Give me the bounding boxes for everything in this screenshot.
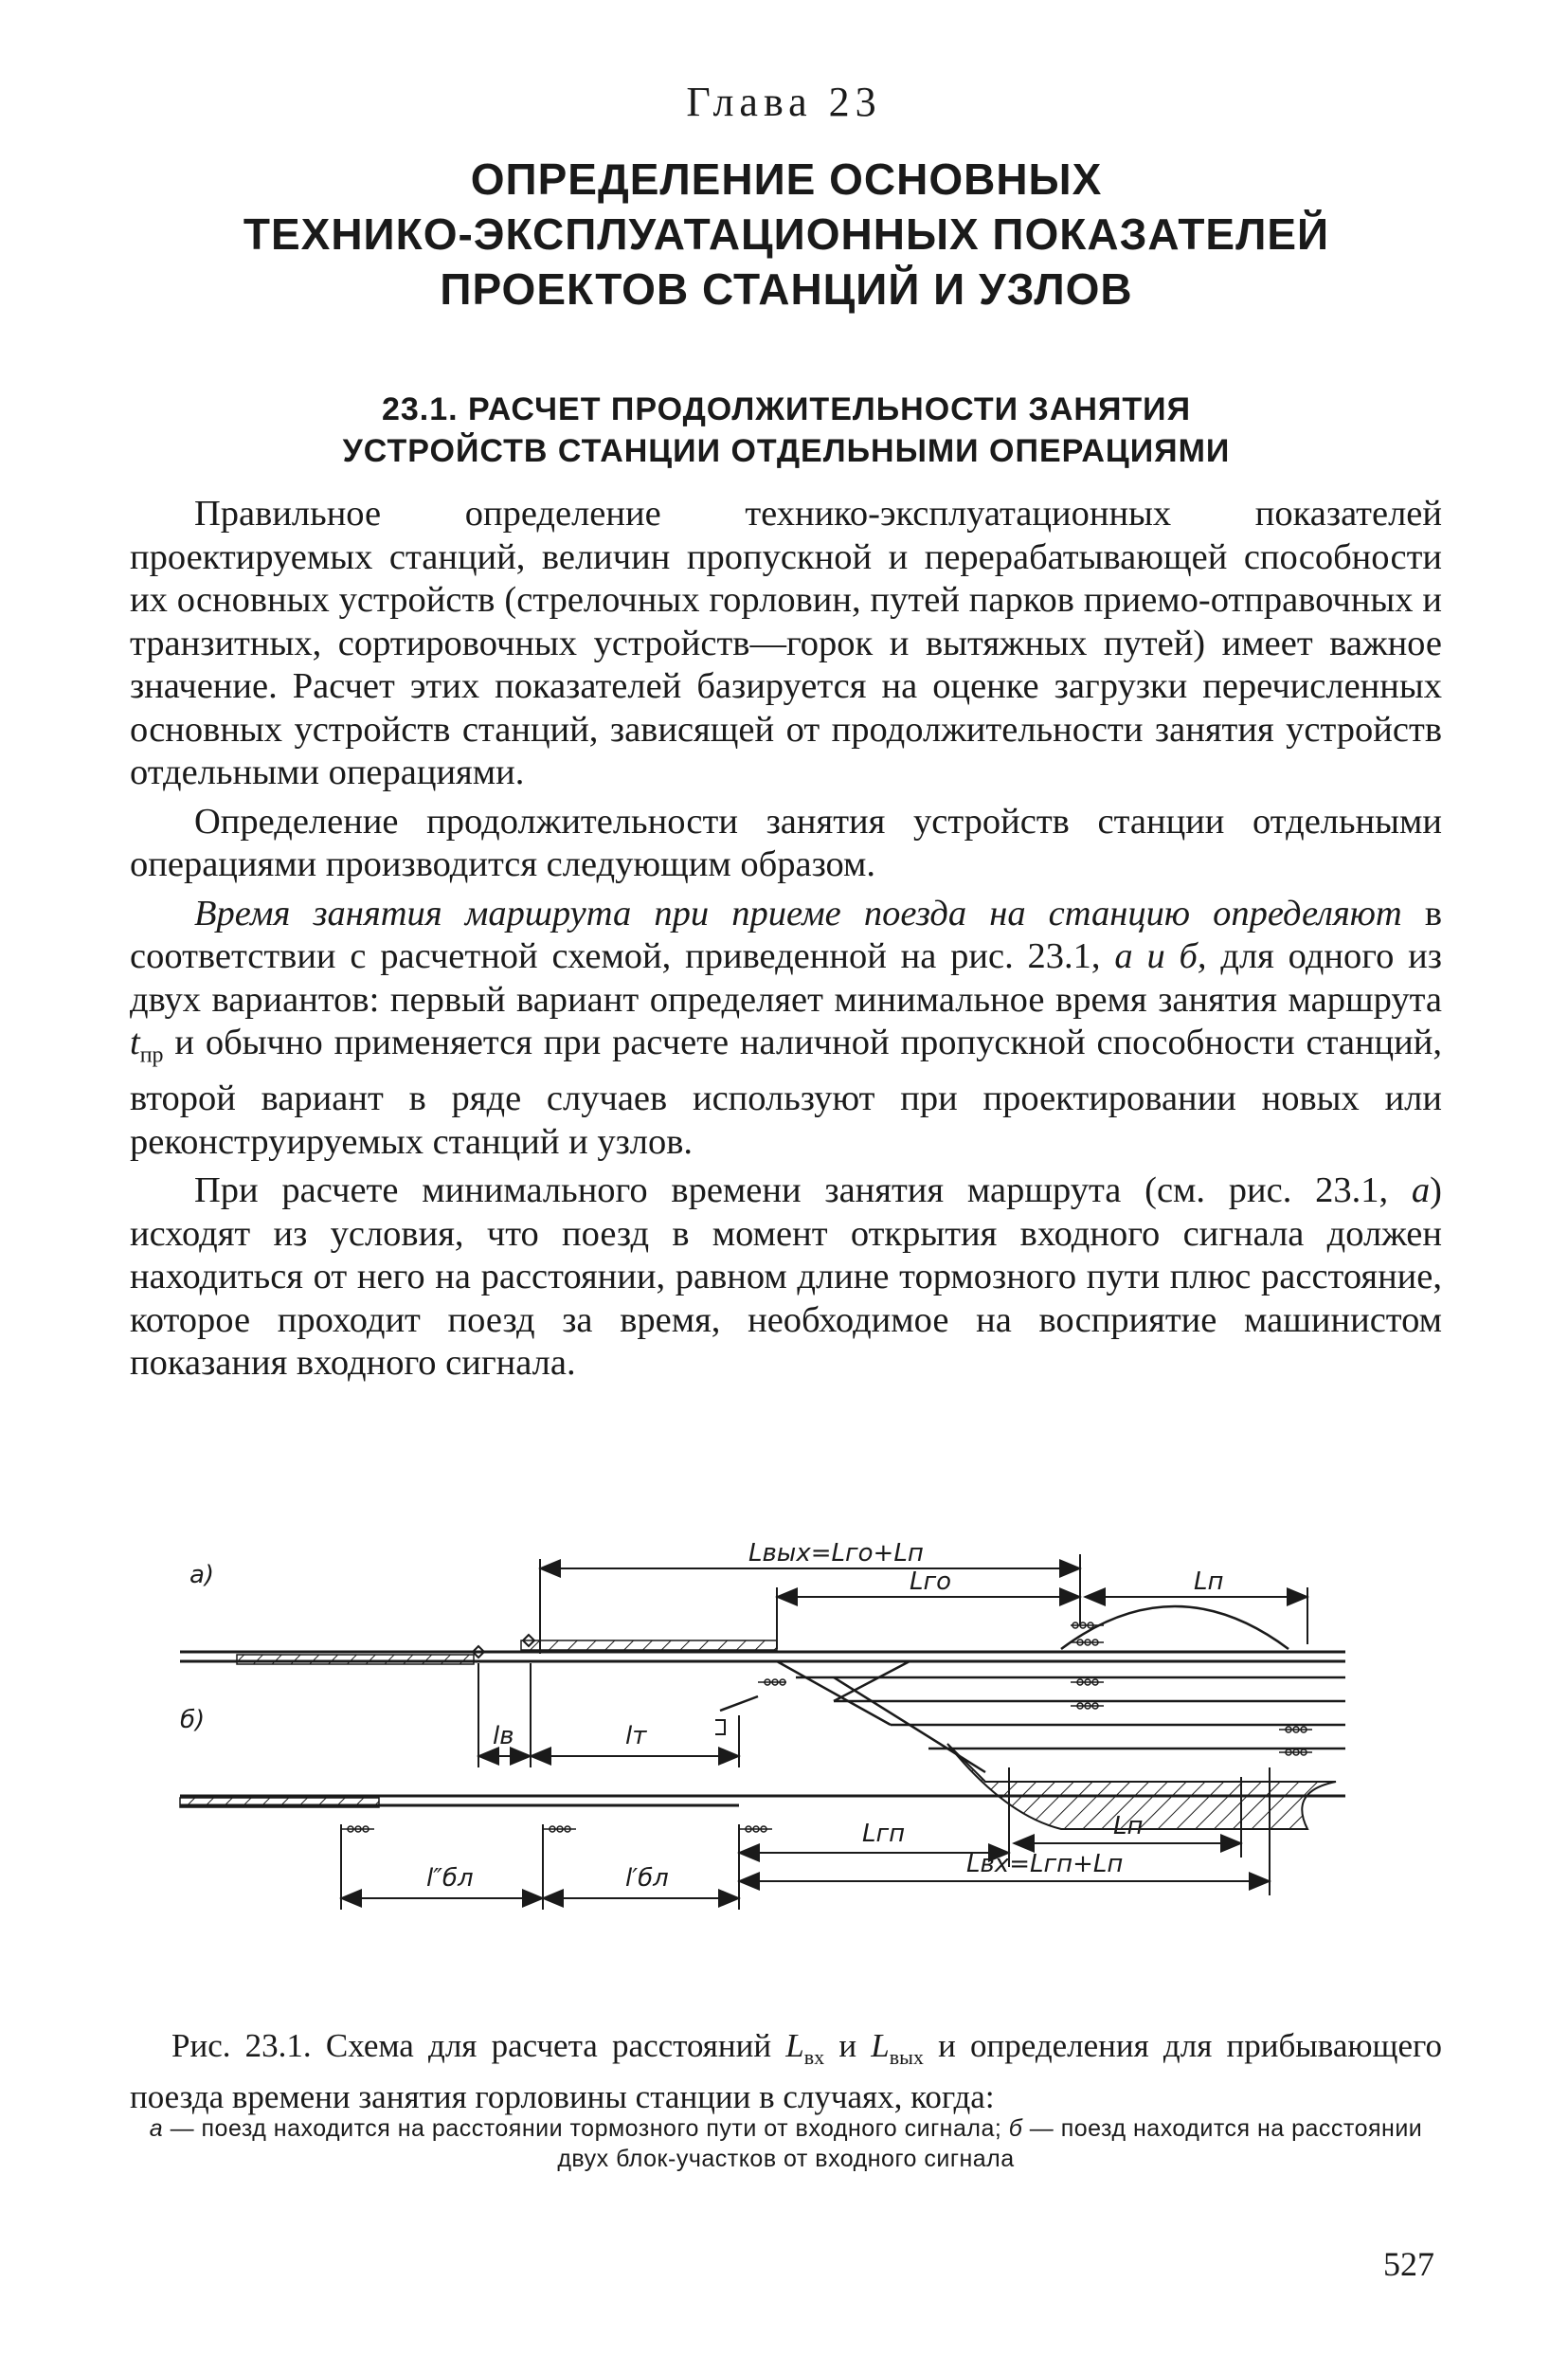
label-b: б)	[180, 1706, 206, 1734]
chapter-heading: Глава 23	[686, 79, 882, 125]
section-title-line-1: 23.1. РАСЧЕТ ПРОДОЛЖИТЕЛЬНОСТИ ЗАНЯТИЯ	[381, 391, 1192, 427]
train-b	[180, 1798, 379, 1807]
t-symbol: t	[130, 1023, 140, 1062]
paragraph-4: При расчете минимального времени занятия маршрута (см. рис. 23.1, а) исходят из условия, что поезд в момент открытия входного сигнала должен находиться от него на расстоянии, равном длине тормозного пути плюс расстояние, которое проходит поезд за время, необходимое на восприятие машинистом показания входного сигнала.	[130, 1170, 1442, 1384]
chapter-title	[171, 152, 1402, 317]
chapter-title-line-1: ОПРЕДЕЛЕНИЕ ОСНОВНЫХ	[470, 154, 1103, 204]
train-a-right	[521, 1640, 777, 1650]
italic-lead: Время занятия маршрута при приеме поезда на станцию определяют	[194, 893, 1402, 933]
signals-group	[758, 1622, 1312, 1755]
paragraph-3: Время занятия маршрута при приеме поезда на станцию определяют в соответствии с расчетной схемой, приведенной на рис. 23.1, а и б, для одного из двух вариантов: первый вариант определяет минимальное время занятия маршрута $t_{пр}$ и обычно применяется при расчете наличной пропускной способности станций, второй вариант в ряде случаев используют при проектировании новых или реконструируемых станций и узлов.	[130, 893, 1442, 1162]
body-text	[130, 493, 1442, 1391]
chapter-title-line-3: ПРОЕКТОВ СТАНЦИЙ И УЗЛОВ	[440, 264, 1133, 314]
paragraph-1: Правильное определение технико-эксплуатационных показателей проектируемых станций, величин пропускной и перерабатывающей способности их основных устройств (стрелочных горловин, путей парков приемо-отправочных и транзитных, сортировочных устройств—горок и вытяжных путей) имеет важное значение. Расчет этих показателей базируется на оценке загрузки перечисленных основных устройств станций, зависящей от продолжительности занятия устройств отдельными операциями.	[130, 494, 1442, 792]
label-l-t: lт	[625, 1722, 647, 1750]
section-title-line-2: УСТРОЙСТВ СТАНЦИИ ОТДЕЛЬНЫМИ ОПЕРАЦИЯМИ	[342, 433, 1231, 469]
figure-caption: Рис. 23.1. Схема для расчета расстояний $L_{вх}$ и $L_{вых}$ и определения для прибывающего поезда времени занятия горловины станции в случаях, когда:	[130, 2027, 1443, 2115]
label-L-p-bottom: Lп	[1113, 1812, 1144, 1840]
paragraph-2: Определение продолжительности занятия устройств станции отдельными операциями производится следующим образом.	[130, 801, 1442, 884]
figure-legend: а — поезд находится на расстоянии тормозного пути от входного сигнала; б — поезд находится на расстоянии двух блок-участков от входного сигнала	[149, 2115, 1423, 2172]
label-l-bl-1: l′бл	[625, 1864, 669, 1893]
track-scheme-diagram	[171, 1540, 1412, 2014]
section-title	[218, 389, 1355, 472]
page-number: 527	[1383, 2245, 1434, 2283]
label-a: а)	[189, 1561, 215, 1589]
label-L-go: Lго	[910, 1568, 952, 1596]
figure-23-1	[171, 1540, 1412, 2374]
label-L-gp: Lгп	[862, 1820, 906, 1848]
label-l-v: lв	[493, 1722, 514, 1750]
label-L-vh: Lвх=Lгп+Lп	[966, 1850, 1124, 1878]
label-L-vyh: Lвых=Lго+Lп	[748, 1540, 924, 1568]
train-a-left	[237, 1655, 474, 1664]
label-L-p-top: Lп	[1194, 1568, 1224, 1596]
label-l-bl-2: l″бл	[426, 1864, 474, 1893]
chapter-title-line-2: ТЕХНИКО-ЭКСПЛУАТАЦИОННЫХ ПОКАЗАТЕЛЕЙ	[243, 209, 1330, 259]
